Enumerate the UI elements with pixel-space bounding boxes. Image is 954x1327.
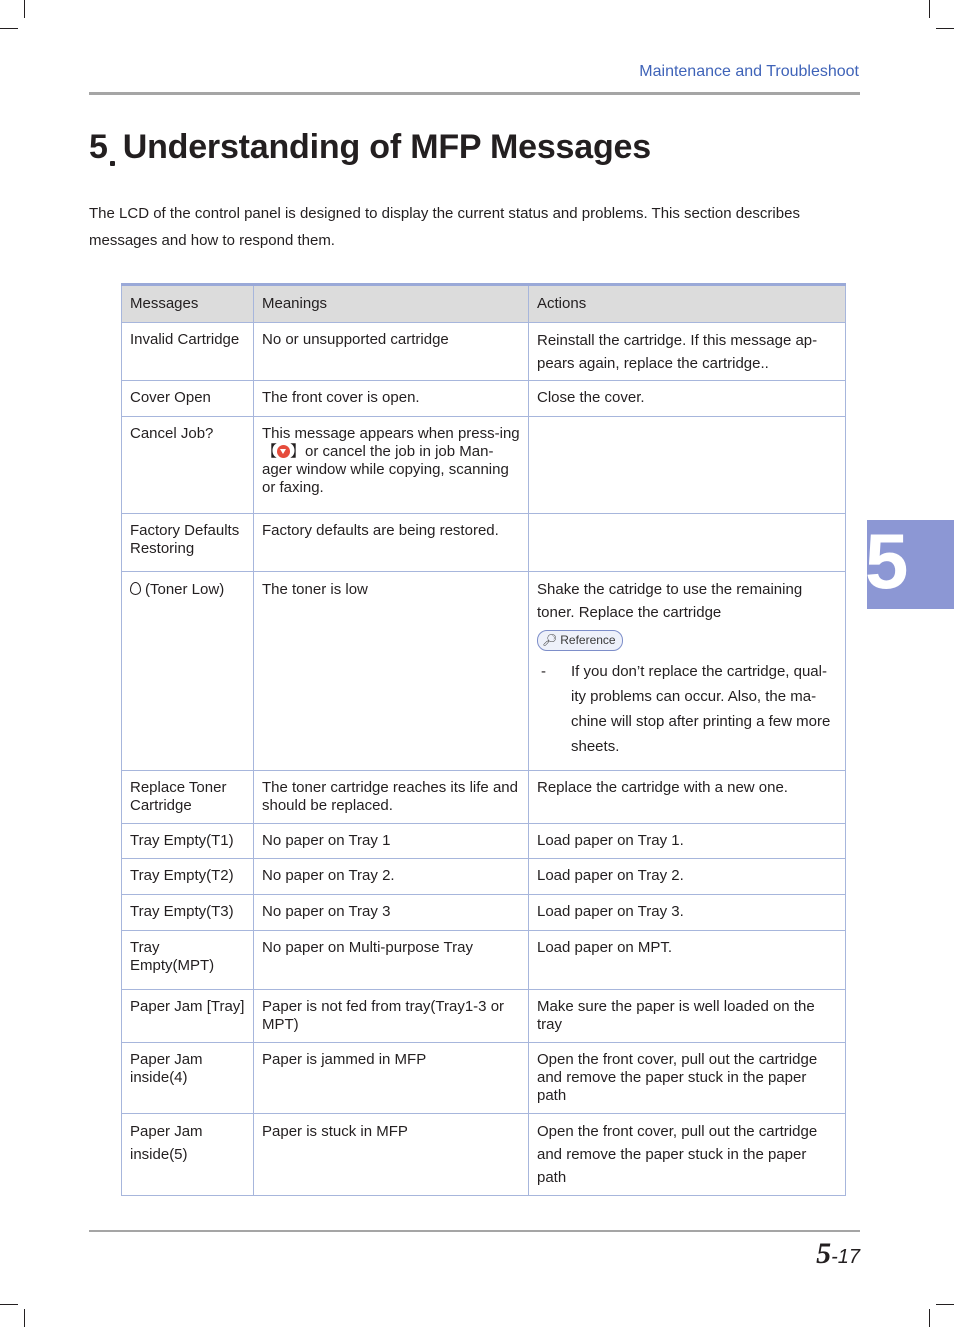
meaning-cell: [254, 417, 529, 514]
meaning-cell: Paper is jammed in MFP: [254, 1043, 529, 1114]
meaning-text-end: 】or cancel the job in job Man-ager window while copying, scanning or faxing.: [262, 443, 509, 496]
magnifier-icon: 🔎︎: [542, 633, 558, 647]
footer-rule: [89, 1230, 860, 1232]
table-row: [122, 931, 846, 990]
crop-mark: [24, 1309, 25, 1327]
meaning-cell: Paper is not fed from tray(Tray1-3 or MPT): [254, 990, 529, 1043]
table-row: [122, 771, 846, 824]
action-cell: Reinstall the cartridge. If this message ap-pears again, replace the cartridge..: [529, 323, 846, 381]
reference-label: Reference: [560, 633, 616, 647]
running-header: Maintenance and Troubleshoot: [639, 63, 859, 80]
crop-mark: [929, 0, 930, 18]
meaning-cell: The front cover is open.: [254, 381, 529, 417]
action-cell: Load paper on Tray 2.: [529, 859, 846, 895]
section-number: 5: [89, 128, 108, 166]
meaning-cell: The toner is low: [254, 572, 529, 771]
action-cell: Close the cover.: [529, 381, 846, 417]
column-header-actions: Actions: [529, 285, 846, 323]
chapter-tab: [865, 517, 954, 609]
note-text: If you don’t replace the cartridge, qual-ity problems can occur. Also, the ma-chine will stop after printing a few more sheets.: [571, 663, 831, 755]
action-text: Shake the catridge to use the remaining toner. Replace the cartridge: [537, 581, 803, 621]
action-cell: [529, 572, 846, 771]
table-row: [122, 895, 846, 931]
table-row: [122, 323, 846, 381]
message-cell: Paper Jam [Tray]: [122, 990, 254, 1043]
meaning-cell: Factory defaults are being restored.: [254, 514, 529, 572]
toner-drop-icon: [130, 582, 141, 595]
section-title: Understanding of MFP Messages: [122, 128, 651, 166]
stop-button-icon: [277, 445, 290, 458]
action-cell: [529, 417, 846, 514]
message-cell: Tray Empty(T2): [122, 859, 254, 895]
table-row: [122, 990, 846, 1043]
message-cell: Cover Open: [122, 381, 254, 417]
reference-badge: [537, 630, 623, 651]
action-cell: Open the front cover, pull out the cartridge and remove the paper stuck in the paper path: [529, 1043, 846, 1114]
meaning-cell: No paper on Tray 3: [254, 895, 529, 931]
page-number: [816, 1237, 860, 1271]
meaning-cell: The toner cartridge reaches its life and should be replaced.: [254, 771, 529, 824]
crop-mark: [936, 1304, 954, 1305]
message-cell: Cancel Job?: [122, 417, 254, 514]
action-cell: Open the front cover, pull out the cartridge and remove the paper stuck in the paper path: [529, 1114, 846, 1196]
meaning-cell: Paper is stuck in MFP: [254, 1114, 529, 1196]
table-row: [122, 514, 846, 572]
meaning-cell: No paper on Tray 2.: [254, 859, 529, 895]
message-text: (Toner Low): [145, 581, 225, 598]
message-cell: [122, 572, 254, 771]
table-row: [122, 824, 846, 859]
table-row: [122, 859, 846, 895]
message-cell: Factory Defaults Restoring: [122, 514, 254, 572]
reference-note: [537, 659, 837, 759]
page-sub-number: -17: [831, 1246, 860, 1268]
crop-mark: [936, 28, 954, 29]
table-row: [122, 1043, 846, 1114]
crop-mark: [929, 1309, 930, 1327]
page-title: [89, 128, 651, 167]
message-cell: Paper Jam inside(5): [122, 1114, 254, 1196]
message-cell: Tray Empty(T3): [122, 895, 254, 931]
action-cell: Load paper on Tray 1.: [529, 824, 846, 859]
message-cell: Replace Toner Cartridge: [122, 771, 254, 824]
chapter-tab-number: 5: [865, 517, 909, 605]
crop-mark: [0, 28, 18, 29]
table-header-row: [122, 285, 846, 323]
action-cell: Make sure the paper is well loaded on the tray: [529, 990, 846, 1043]
meaning-cell: No paper on Tray 1: [254, 824, 529, 859]
header-rule: [89, 92, 860, 95]
action-cell: [529, 514, 846, 572]
crop-mark: [24, 0, 25, 18]
section-dot: [110, 128, 123, 167]
message-cell: Paper Jam inside(4): [122, 1043, 254, 1114]
action-cell: Replace the cartridge with a new one.: [529, 771, 846, 824]
message-cell: Invalid Cartridge: [122, 323, 254, 381]
note-dash: -: [541, 663, 546, 680]
crop-mark: [0, 1304, 18, 1305]
message-cell: Tray Empty(T1): [122, 824, 254, 859]
action-cell: Load paper on Tray 3.: [529, 895, 846, 931]
table-row: [122, 572, 846, 771]
table-row: [122, 1114, 846, 1196]
table-row: [122, 381, 846, 417]
meaning-text-start: This message appears when press-ing【: [262, 425, 520, 460]
message-cell: Tray Empty(MPT): [122, 931, 254, 990]
action-cell: Load paper on MPT.: [529, 931, 846, 990]
messages-table: [121, 283, 846, 1196]
column-header-meanings: Meanings: [254, 285, 529, 323]
column-header-messages: Messages: [122, 285, 254, 323]
meaning-cell: No or unsupported cartridge: [254, 323, 529, 381]
page-chapter: 5: [816, 1237, 832, 1270]
table-row: [122, 417, 846, 514]
meaning-cell: No paper on Multi-purpose Tray: [254, 931, 529, 990]
intro-paragraph: The LCD of the control panel is designed to display the current status and problems. This section describes messages and how to respond them.: [89, 205, 800, 249]
